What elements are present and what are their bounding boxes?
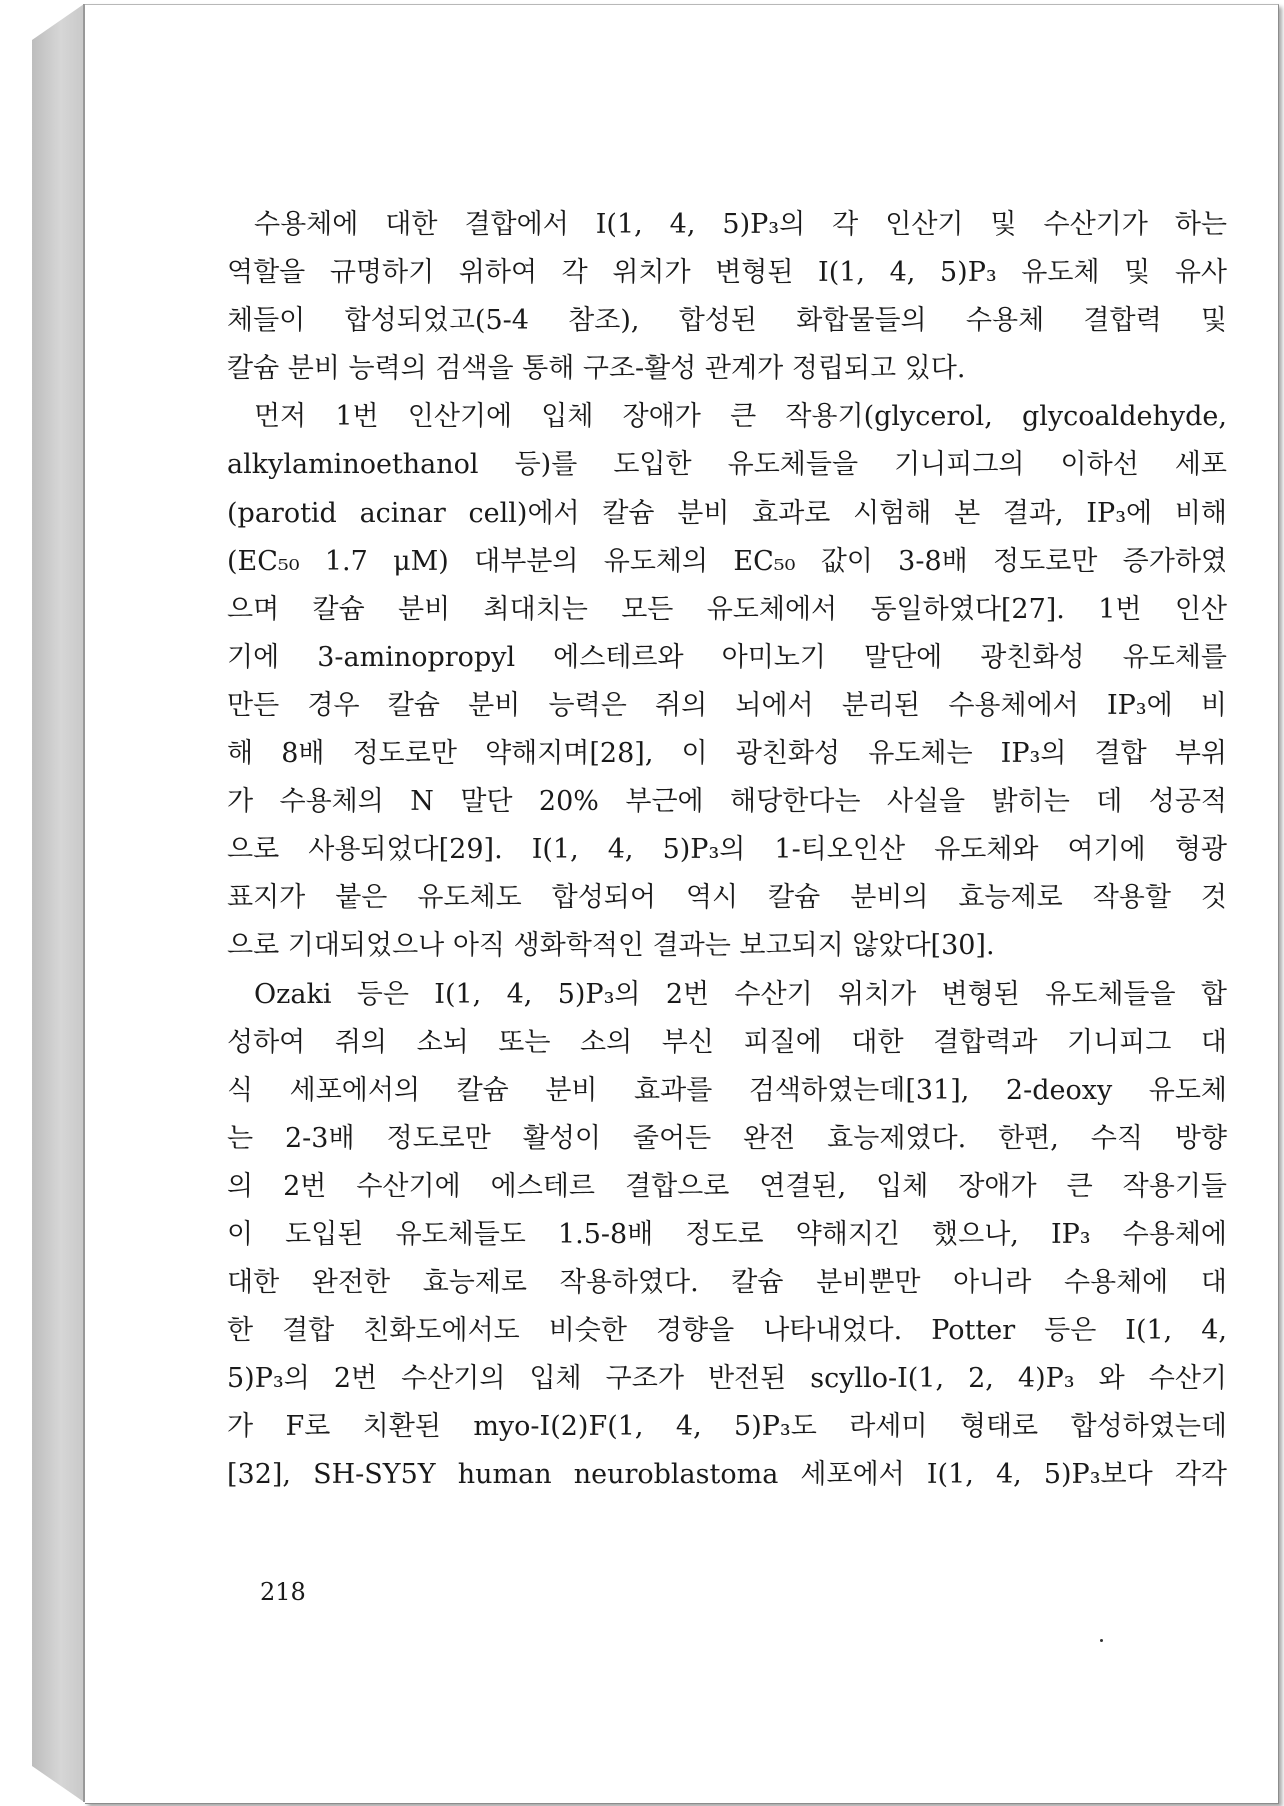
text-line: 먼저 1번 인산기에 입체 장애가 큰 작용기(glycerol, glycoaldehyde, <box>254 401 1227 433</box>
text-line: 가 수용체의 N 말단 20% 부근에 해당한다는 사실을 밝히는 데 성공적 <box>227 786 1227 818</box>
text-line: 표지가 붙은 유도체도 합성되어 역시 칼슘 분비의 효능제로 작용할 것 <box>227 882 1227 914</box>
text-line: 으로 기대되었으나 아직 생화학적인 결과는 보고되지 않았다[30]. <box>227 930 995 962</box>
text-line: 만든 경우 칼슘 분비 능력은 쥐의 뇌에서 분리된 수용체에서 IP₃에 비 <box>227 689 1227 721</box>
text-line: 이 도입된 유도체들도 1.5-8배 정도로 약해지긴 했으나, IP₃ 수용체에 <box>227 1218 1227 1250</box>
text-line: 기에 3-aminopropyl 에스테르와 아미노기 말단에 광친화성 유도체를 <box>227 641 1227 673</box>
text-line: 역할을 규명하기 위하여 각 위치가 변형된 I(1, 4, 5)P₃ 유도체 및 유사 <box>227 257 1227 289</box>
text-line: 는 2-3배 정도로만 활성이 줄어든 완전 효능제였다. 한편, 수직 방향 <box>227 1122 1227 1154</box>
text-line: 의 2번 수산기에 에스테르 결합으로 연결된, 입체 장애가 큰 작용기들 <box>227 1170 1227 1202</box>
page-number: 218 <box>260 1578 306 1606</box>
text-line: 가 F로 치환된 myo-I(2)F(1, 4, 5)P₃도 라세미 형태로 합성하였는데 <box>227 1411 1227 1443</box>
text-line: 체들이 합성되었고(5-4 참조), 합성된 화합물들의 수용체 결합력 및 <box>227 305 1227 337</box>
text-line: 으며 칼슘 분비 최대치는 모든 유도체에서 동일하였다[27]. 1번 인산 <box>227 593 1227 625</box>
print-speck <box>1100 1639 1103 1642</box>
text-line: 성하여 쥐의 소뇌 또는 소의 부신 피질에 대한 결합력과 기니피그 대 <box>227 1026 1227 1058</box>
text-line: (parotid acinar cell)에서 칼슘 분비 효과로 시험해 본 결과, IP₃에 비해 <box>227 497 1227 529</box>
text-line: 식 세포에서의 칼슘 분비 효과를 검색하였는데[31], 2-deoxy 유도체 <box>227 1074 1227 1106</box>
text-line: 수용체에 대한 결합에서 I(1, 4, 5)P₃의 각 인산기 및 수산기가 하는 <box>254 209 1227 240</box>
text-line: alkylaminoethanol 등)를 도입한 유도체들을 기니피그의 이하선 세포 <box>227 449 1227 481</box>
text-line: (EC₅₀ 1.7 μM) 대부분의 유도체의 EC₅₀ 값이 3-8배 정도로만 증가하였 <box>227 545 1227 577</box>
book-page <box>85 4 1279 1804</box>
text-line: Ozaki 등은 I(1, 4, 5)P₃의 2번 수산기 위치가 변형된 유도체들을 합 <box>254 978 1227 1010</box>
text-line: 해 8배 정도로만 약해지며[28], 이 광친화성 유도체는 IP₃의 결합 부위 <box>227 738 1227 770</box>
text-line: 으로 사용되었다[29]. I(1, 4, 5)P₃의 1-티오인산 유도체와 여기에 형광 <box>227 834 1227 866</box>
text-line: [32], SH-SY5Y human neuroblastoma 세포에서 I(1, 4, 5)P₃보다 각각 <box>227 1459 1227 1491</box>
text-line: 칼슘 분비 능력의 검색을 통해 구조-활성 관계가 정립되고 있다. <box>227 353 966 385</box>
text-line: 대한 완전한 효능제로 작용하였다. 칼슘 분비뿐만 아니라 수용체에 대 <box>227 1267 1227 1299</box>
body-text <box>227 201 1227 1500</box>
text-line: 한 결합 친화도에서도 비슷한 경향을 나타내었다. Potter 등은 I(1, 4, <box>227 1315 1227 1347</box>
book-spine <box>32 4 84 1802</box>
text-line: 5)P₃의 2번 수산기의 입체 구조가 반전된 scyllo-I(1, 2, 4)P₃ 와 수산기 <box>227 1363 1227 1395</box>
